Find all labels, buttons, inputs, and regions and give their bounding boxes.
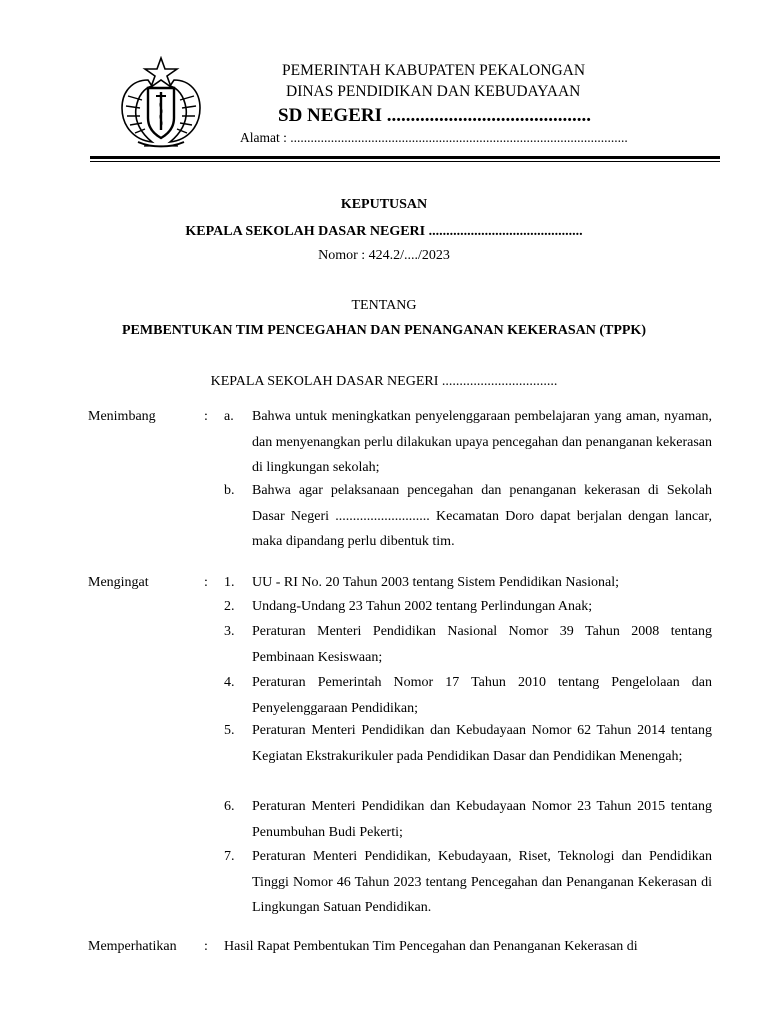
mengingat-colon: : (204, 575, 208, 590)
mengingat-item-marker: 5. (224, 723, 235, 738)
mengingat-item-text: UU - RI No. 20 Tahun 2003 tentang Sistem Pendidikan Nasional; (252, 575, 620, 590)
letterhead-divider-thin (90, 161, 720, 162)
letterhead-divider-thick (90, 156, 720, 159)
mengingat-item-marker: 3. (224, 624, 235, 639)
mengingat-item-marker: 1. (224, 575, 235, 590)
letterhead-school-name: SD NEGERI ........................................... (278, 105, 591, 126)
mengingat-label: Mengingat (88, 575, 149, 590)
memperhatikan-text: Hasil Rapat Pembentukan Tim Pencegahan dan Penanganan Kekerasan di (224, 939, 638, 954)
mengingat-item-text: Undang-Undang 23 Tahun 2002 tentang Perlindungan Anak; (252, 599, 593, 614)
menimbang-item-marker: a. (224, 409, 234, 424)
letterhead-government-line: PEMERINTAH KABUPATEN PEKALONGAN (282, 62, 586, 79)
menimbang-item-text: Bahwa agar pelaksanaan pencegahan dan penanganan kekerasan di Sekolah Dasar Negeri ........................... Kecamatan Doro dapat berjalan dengan lancar, maka dipandang perlu dibentuk tim. (252, 483, 712, 549)
mengingat-item-text: Peraturan Menteri Pendidikan Nasional Nomor 39 Tahun 2008 tentang Pembinaan Kesiswaan; (252, 624, 712, 665)
decree-about-label: TENTANG (351, 298, 417, 313)
menimbang-item-marker: b. (224, 483, 235, 498)
mengingat-item-marker: 4. (224, 675, 235, 690)
mengingat-item-text: Peraturan Menteri Pendidikan dan Kebudayaan Nomor 23 Tahun 2015 tentang Penumbuhan Budi Pekerti; (252, 799, 712, 840)
menimbang-label: Menimbang (88, 409, 156, 424)
mengingat-item-text: Peraturan Pemerintah Nomor 17 Tahun 2010 tentang Pengelolaan dan Penyelenggaraan Pendidikan; (252, 675, 712, 716)
mengingat-item-text: Peraturan Menteri Pendidikan, Kebudayaan, Riset, Teknologi dan Pendidikan Tinggi Nomor 46 Tahun 2023 tentang Pencegahan dan Penanganan Kekerasan di Lingkungan Satuan Pendidikan. (252, 849, 712, 915)
decree-heading: KEPUTUSAN (340, 197, 428, 212)
menimbang-colon: : (204, 409, 208, 424)
letterhead-address: Alamat : .................................................................................................... (240, 130, 628, 145)
mengingat-item-text: Peraturan Menteri Pendidikan dan Kebudayaan Nomor 62 Tahun 2014 tentang Kegiatan Ekstrakurikuler pada Pendidikan Dasar dan Pendidikan Menengah; (252, 723, 712, 764)
letterhead-department-line: DINAS PENDIDIKAN DAN KEBUDAYAAN (286, 83, 581, 100)
decree-authority: KEPALA SEKOLAH DASAR NEGERI ................................. (210, 374, 558, 389)
regency-coat-of-arms-emblem (118, 56, 204, 152)
decree-number: Nomor : 424.2/..../2023 (318, 248, 450, 263)
decree-issuer: KEPALA SEKOLAH DASAR NEGERI ............................................ (185, 224, 583, 239)
memperhatikan-label: Memperhatikan (88, 939, 177, 954)
mengingat-item-marker: 2. (224, 599, 235, 614)
memperhatikan-colon: : (204, 939, 208, 954)
menimbang-item-text: Bahwa untuk meningkatkan penyelenggaraan pembelajaran yang aman, nyaman, dan menyenangkan perlu dilakukan upaya pencegahan dan penanganan kekerasan di lingkungan sekolah; (252, 409, 712, 475)
mengingat-item-marker: 6. (224, 799, 235, 814)
decree-subject: PEMBENTUKAN TIM PENCEGAHAN DAN PENANGANAN KEKERASAN (TPPK) (122, 323, 646, 338)
mengingat-item-marker: 7. (224, 849, 235, 864)
